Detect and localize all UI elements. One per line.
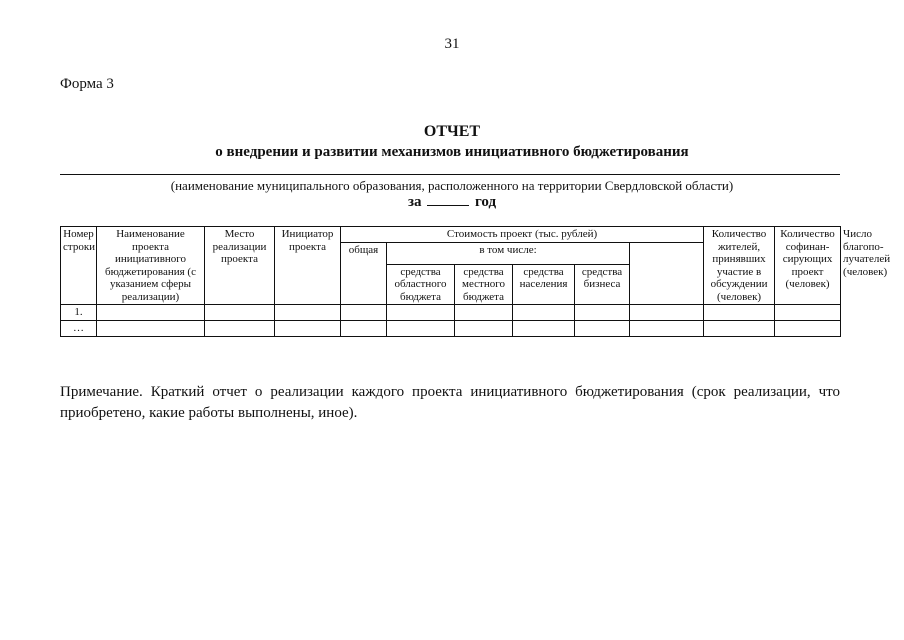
table-cell[interactable] <box>341 321 387 337</box>
table-cell[interactable] <box>275 305 341 321</box>
header-business-funds: средства бизнеса <box>575 264 630 305</box>
report-year-line <box>0 193 904 211</box>
table-cell[interactable] <box>341 305 387 321</box>
table-cell[interactable] <box>704 305 775 321</box>
table-cell[interactable] <box>630 321 704 337</box>
table-cell[interactable] <box>775 305 841 321</box>
header-total-cost: общая <box>341 242 387 305</box>
row-number: … <box>61 321 97 337</box>
municipality-name-line[interactable] <box>60 174 840 175</box>
header-initiator: Инициатор проекта <box>275 227 341 305</box>
year-suffix: год <box>474 194 497 210</box>
header-project-cost: Стоимость проект (тыс. рублей) <box>341 227 704 243</box>
table-cell[interactable] <box>513 305 575 321</box>
table-cell[interactable] <box>575 321 630 337</box>
document-title: ОТЧЕТ <box>423 123 481 140</box>
header-residents-count: Количество жителей, принявших участие в обсуждении (человек) <box>704 227 775 305</box>
table-cell[interactable] <box>387 321 455 337</box>
table-cell[interactable] <box>513 321 575 337</box>
page-number: 31 <box>444 36 460 52</box>
header-project-name: Наименование проекта инициативного бюджетирования (с указанием сферы реализации) <box>97 227 205 305</box>
table-cell[interactable] <box>387 305 455 321</box>
form-label: Форма 3 <box>60 76 114 92</box>
table-cell[interactable] <box>704 321 775 337</box>
report-table: Номер строки Наименование проекта инициативного бюджетирования (с указанием сферы реализации) Место реализации проекта Инициатор проекта Стоимость проект (тыс. рублей) Количество жителей, принявших участие в обсуждении (человек) Количество софинан-сирующих проект (человек) Число благопо-лучателей (человек) общая в том числе: средства областного бюджета средства местного бюджета средства населения средства бизнеса 1. … <box>60 226 841 337</box>
header-population-funds: средства населения <box>513 264 575 305</box>
year-blank-field[interactable] <box>427 193 469 206</box>
year-prefix: за <box>407 194 422 210</box>
table-cell[interactable] <box>275 321 341 337</box>
table-cell[interactable] <box>775 321 841 337</box>
header-cofinancing-count: Количество софинан-сирующих проект (человек) <box>775 227 841 305</box>
header-location: Место реализации проекта <box>205 227 275 305</box>
table-cell[interactable] <box>205 321 275 337</box>
table-cell[interactable] <box>630 305 704 321</box>
header-regional-budget: средства областного бюджета <box>387 264 455 305</box>
header-local-budget: средства местного бюджета <box>455 264 513 305</box>
table-cell[interactable] <box>97 305 205 321</box>
header-row-number: Номер строки <box>61 227 97 305</box>
row-number: 1. <box>61 305 97 321</box>
table-cell[interactable] <box>205 305 275 321</box>
table-row <box>61 305 841 321</box>
table-cell[interactable] <box>455 305 513 321</box>
table-cell[interactable] <box>575 305 630 321</box>
municipality-caption: (наименование муниципального образования, расположенного на территории Свердловской области) <box>170 178 734 193</box>
header-including: в том числе: <box>387 242 630 264</box>
table-cell[interactable] <box>455 321 513 337</box>
document-subtitle: о внедрении и развитии механизмов инициативного бюджетирования <box>215 144 689 160</box>
table-row <box>61 321 841 337</box>
note-text: Примечание. Краткий отчет о реализации каждого проекта инициативного бюджетирования (срок реализации, что приобретено, какие работы выполнены, иное). <box>60 384 840 421</box>
table-cell[interactable] <box>97 321 205 337</box>
